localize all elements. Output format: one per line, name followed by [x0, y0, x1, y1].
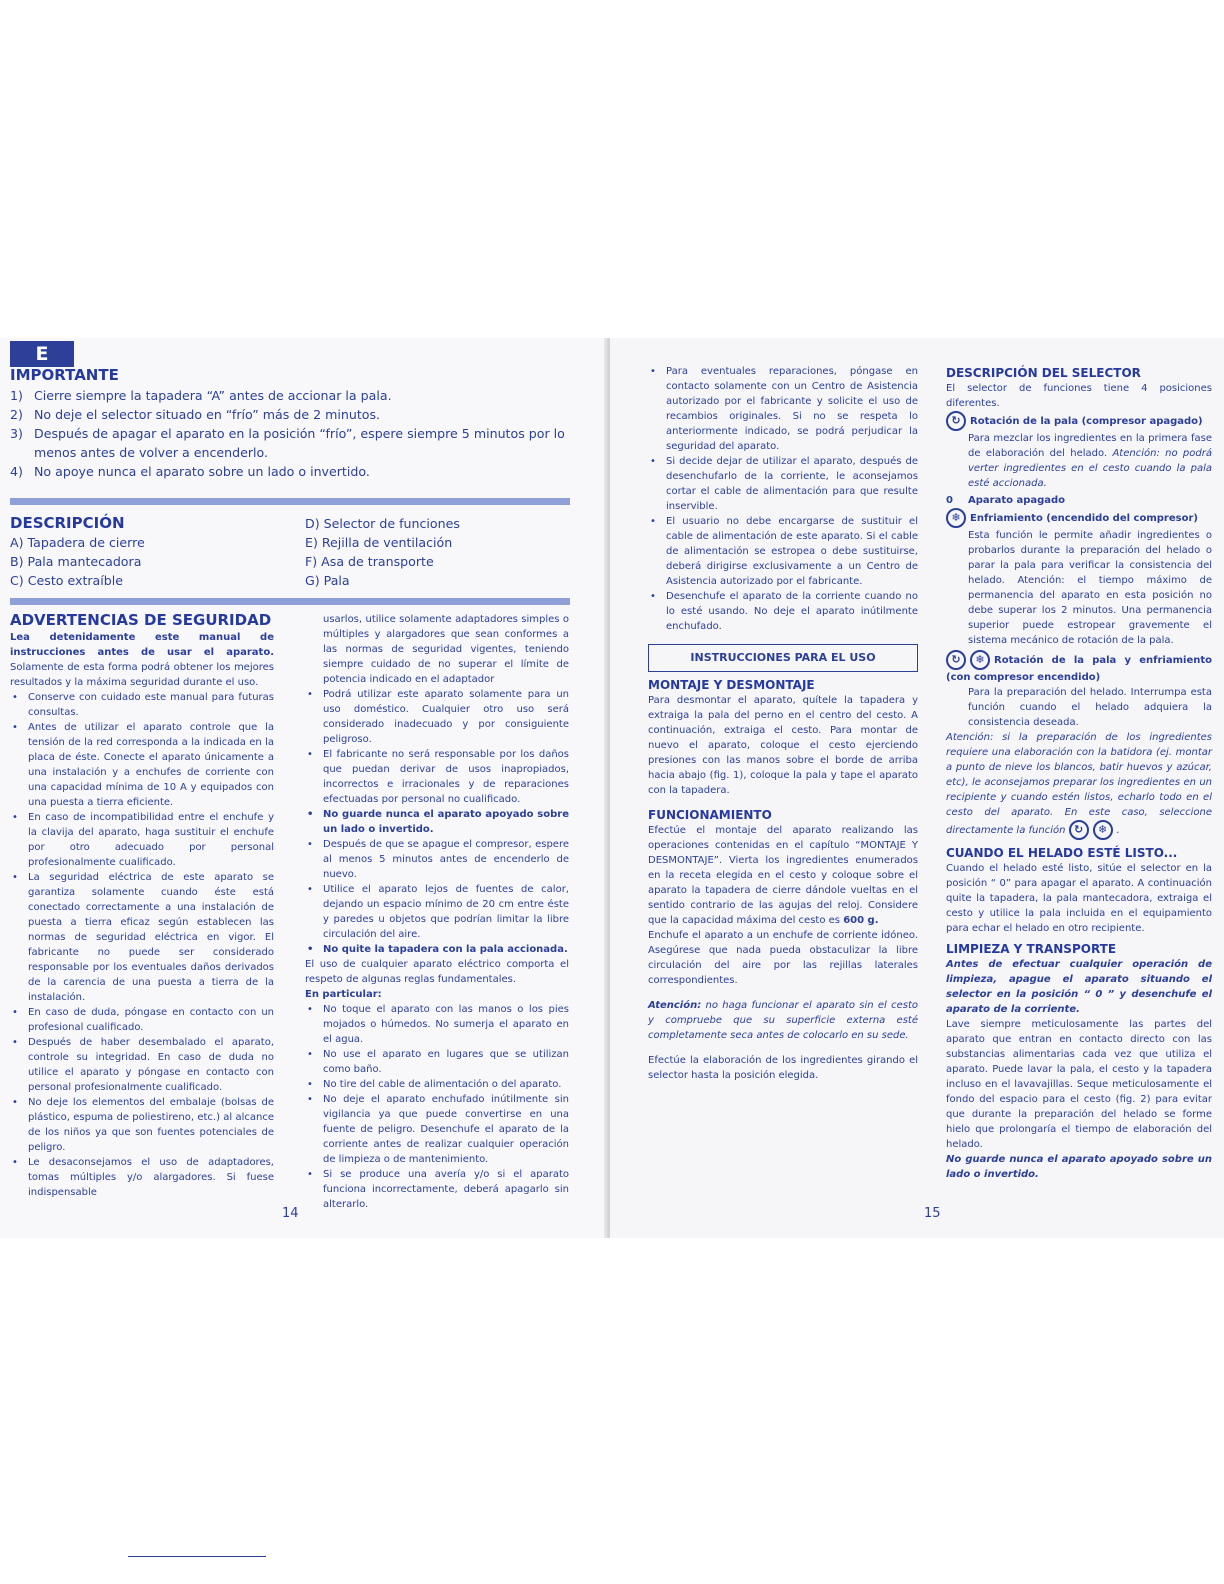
cleaning-text: Lave siempre meticulosamente las partes del aparato que entran en contacto directo con las substancias alimentarias cada vez que utiliza el aparato. Puede lavar la pala, el cesto y la tapadera incluso en el lavavajillas. Seque meticulosamente el fondo del espacio para el cesto (fig. 2) para evitar que durante la preparación del helado se forme hielo que prolongaría el tiempo de elaboración del helado. — [946, 1019, 1212, 1150]
selector-pos-rotation-cooling: ↻ ❄ Rotación de la pala y enfriamiento (con compresor encendido) — [946, 650, 1212, 685]
important-list — [10, 386, 570, 481]
selector-pos-rotation-cooling-text: Para la preparación del helado. Interrumpa esta función cuando el helado adquiera la consistencia deseada. — [968, 687, 1212, 728]
safety-intro: Lea detenidamente este manual de instrucciones antes de usar el aparato. Solamente de esta forma podrá obtener los mejores resultados y la máxima seguridad durante el uso. — [10, 632, 274, 688]
important-item: 1) Cierre siempre la tapadera “A” antes de accionar la pala. — [10, 388, 392, 403]
list-item: • No tire del cable de alimentación o del aparato. — [305, 1077, 569, 1092]
snowflake-icon: ❄ — [946, 508, 966, 528]
rotation-icon: ↻ — [946, 650, 966, 670]
section-divider — [10, 498, 570, 505]
list-item: • Le desaconsejamos el uso de adaptadores, tomas múltiples y/o alargadores. Si fuese indispensable — [10, 1155, 274, 1200]
part-item: G) Pala — [305, 573, 350, 588]
selector-pos-cooling-text: Esta función le permite añadir ingredientes o probarlos durante la preparación del helado o parar la pala para verificar la consistencia del helado. Atención: el tiempo máximo de permanencia del aparato en esta posición no debe superar los 2 minutos. Una permanencia superior puede estropear gravemente el sistema mecánico de rotación de la pala. — [968, 530, 1212, 646]
snowflake-icon: ❄ — [970, 650, 990, 670]
operation-title: FUNCIONAMIENTO — [648, 808, 772, 822]
cleaning-title: LIMPIEZA Y TRANSPORTE — [946, 942, 1117, 956]
part-item: D) Selector de funciones — [305, 516, 460, 531]
important-item: 4) No apoye nunca el aparato sobre un lado o invertido. — [10, 464, 370, 479]
part-item: C) Cesto extraíble — [10, 573, 124, 588]
list-item: • Para eventuales reparaciones, póngase en contacto solamente con un Centro de Asistencia autorizado por el fabricante y solicite el uso de recambios originales. Si no se respeta lo anteriormente indicado, se podrá perjudicar la seguridad del aparato. — [648, 364, 918, 454]
list-item: • El fabricante no será responsable por los daños que puedan derivar de usos inapropiados, incorrectos e irracionales y de reparaciones efectuadas por personal no cualificado. — [305, 747, 569, 807]
description-title: DESCRIPCIÓN — [10, 514, 125, 532]
assembly-text: Para desmontar el aparato, quítele la tapadera y extraiga la pala del perno en el centro del cesto. A continuación, extraiga el cesto. Para montar de nuevo el aparato, coloque el cesto ejerciendo presiones con las manos sobre el borde de arriba hacia abajo (fig. 1), coloque la pala y tape el aparato con la tapadera. — [648, 695, 918, 796]
important-item: 2) No deje el selector situado en “frío” más de 2 minutos. — [10, 407, 381, 422]
general-rules-text: El uso de cualquier aparato eléctrico comporta el respeto de algunas reglas fundamentales. — [305, 959, 569, 985]
rotation-icon: ↻ — [946, 411, 966, 431]
part-item: A) Tapadera de cierre — [10, 535, 145, 550]
list-item: • Utilice el aparato lejos de fuentes de calor, dejando un espacio mínimo de 20 cm entre éste y paredes u objetos que podrían limitar la libre circulación del aire. — [305, 882, 569, 942]
list-item: • No deje los elementos del embalaje (bolsas de plástico, espuma de poliestireno, etc.) al alcance de los niños ya que son fuentes potenciales de peligro. — [10, 1095, 274, 1155]
rotation-icon: ↻ — [1069, 820, 1089, 840]
right-column-2 — [946, 366, 1212, 1182]
safety-list-2 — [305, 687, 569, 957]
cleaning-warning: Antes de efectuar cualquier operación de limpieza, apague el aparato situando el selector en la posición “ 0 ” y desenchufe el aparato de la corriente. — [946, 959, 1212, 1015]
safety-list-4 — [648, 364, 918, 634]
list-item: • Después de que se apague el compresor, espere al menos 5 minutos antes de encenderlo de nuevo. — [305, 837, 569, 882]
ready-title: CUANDO EL HELADO ESTÉ LISTO... — [946, 846, 1178, 860]
list-item: • Podrá utilizar este aparato solamente para un uso doméstico. Cualquier otro uso será considerado inadecuado y por consiguiente peligroso. — [305, 687, 569, 747]
left-page — [0, 338, 610, 1238]
footer-line — [128, 1556, 266, 1557]
list-item: • No use el aparato en lugares que se utilizan como baño. — [305, 1047, 569, 1077]
list-item: • Después de haber desembalado el aparato, controle su integridad. En caso de duda no utilice el aparato y póngase en contacto con personal profesionalmente cualificado. — [10, 1035, 274, 1095]
selector-pos-rotation: ↻ Rotación de la pala (compresor apagado) — [946, 411, 1212, 431]
list-item: • El usuario no debe encargarse de sustituir el cable de alimentación de este aparato. Si el cable de alimentación se estropea o debe sustituirse, deberá dirigirse exclusivamente a un Centro de Asistencia autorizado por el fabricante. — [648, 514, 918, 589]
right-column-1 — [648, 364, 918, 1083]
particular-heading: En particular: — [305, 989, 382, 1000]
operation-text: Efectúe el montaje del aparato realizando las operaciones contenidas en el capítulo “MONTAJE Y DESMONTAJE”. Vierta los ingredientes enumerados en la receta elegida en el cesto y coloque sobre el aparato la tapadera de cierre dándole vueltas en el sentido contrario de las agujas del reloj. Considere que la capacidad máxima del cesto es 600 g. — [648, 825, 918, 926]
important-item: 3) Después de apagar el aparato en la posición “frío”, espere siempre 5 minutos por lo menos antes de volver a encenderlo. — [10, 426, 565, 460]
page-number: 14 — [282, 1206, 299, 1221]
list-item: • No deje el aparato enchufado inútilmente sin vigilancia ya que puede convertirse en una fuente de peligro. Desenchufe el aparato de la corriente antes de realizar cualquier operación de limpieza o de mantenimiento. — [305, 1092, 569, 1167]
safety-column-1 — [10, 630, 274, 1200]
section-divider — [10, 598, 570, 605]
continued-text: usarlos, utilice solamente adaptadores simples o múltiples y alargadores que sean conformes a las normas de seguridad vigentes, teniendo siempre cuidado de no superar el límite de potencia indicado en el adaptador — [323, 614, 569, 685]
selector-pos-cooling: ❄ Enfriamiento (encendido del compresor) — [946, 508, 1212, 528]
safety-title: ADVERTENCIAS DE SEGURIDAD — [10, 611, 272, 629]
operation-attention: Atención: no haga funcionar el aparato sin el cesto y compruebe que su superficie externa esté completamente seca antes de colocarlo en su sede. — [648, 1000, 918, 1041]
list-item: • Si se produce una avería y/o si el aparato funciona incorrectamente, deberá apagarlo sin alterarlo. — [305, 1167, 569, 1212]
list-item: • No toque el aparato con las manos o los pies mojados o húmedos. No sumerja el aparato en el agua. — [305, 1002, 569, 1047]
right-page — [610, 338, 1224, 1238]
safety-list-1 — [10, 690, 274, 1200]
snowflake-icon: ❄ — [1093, 820, 1113, 840]
list-item: • Conserve con cuidado este manual para futuras consultas. — [10, 690, 274, 720]
safety-column-2 — [305, 612, 569, 1212]
list-item: • En caso de incompatibilidad entre el enchufe y la clavija del aparato, haga sustituir el enchufe por otro adecuado por personal profesionalmente cualificado. — [10, 810, 274, 870]
assembly-title: MONTAJE Y DESMONTAJE — [648, 678, 815, 692]
selector-pos-off: 0 Aparato apagado — [946, 495, 1066, 506]
cleaning-final: No guarde nunca el aparato apoyado sobre un lado o invertido. — [946, 1154, 1212, 1180]
description-list-left — [10, 533, 290, 590]
selector-pos-rotation-text: Para mezclar los ingredientes en la primera fase de elaboración del helado. Atención: no podrá verter ingredientes en el cesto cuando la pala esté accionada. — [968, 433, 1212, 489]
selector-attention: Atención: si la preparación de los ingredientes requiere una elaboración con la batidora (ej. montar a punto de nieve los blancos, batir huevos y azúcar, etc), le aconsejamos preparar los ingredientes en un recipiente y cuando estén listos, echarlo todo en el cesto del aparato. En este caso, seleccione directamente la función ↻ ❄ . — [946, 730, 1212, 840]
ready-text: Cuando el helado esté listo, sitúe el selector en la posición “ 0” para apagar el aparato. A continuación quite la tapadera, la pala mantecadora, extraiga el cesto y utilice la pala incluida en el equipamiento para echar el helado en otro recipiente. — [946, 863, 1212, 934]
instructions-box: INSTRUCCIONES PARA EL USO — [648, 644, 918, 672]
operation-text-3: Efectúe la elaboración de los ingredientes girando el selector hasta la posición elegida. — [648, 1055, 918, 1081]
part-item: E) Rejilla de ventilación — [305, 535, 453, 550]
list-item-bold: • No guarde nunca el aparato apoyado sobre un lado o invertido. — [305, 807, 569, 837]
list-item: • La seguridad eléctrica de este aparato se garantiza solamente cuando éste está conectado correctamente a una instalación de puesta a tierra eficaz según establecen las normas de seguridad eléctrica en vigor. El fabricante no puede ser considerado responsable por los eventuales daños derivados de la carencia de una puesta a tierra de la instalación. — [10, 870, 274, 1005]
description-list-right — [305, 514, 565, 590]
part-item: B) Pala mantecadora — [10, 554, 142, 569]
list-item: • Antes de utilizar el aparato controle que la tensión de la red corresponda a la indicada en la placa de éste. Conecte el aparato únicamente a una instalación y a enchufes de corriente con una capacidad mínima de 10 A y equipados con una puesta a tierra eficiente. — [10, 720, 274, 810]
page-number: 15 — [924, 1206, 941, 1221]
safety-list-3 — [305, 1002, 569, 1212]
selector-title: DESCRIPCIÓN DEL SELECTOR — [946, 366, 1141, 380]
list-item: • Desenchufe el aparato de la corriente cuando no lo esté usando. No deje el aparato inútilmente enchufado. — [648, 589, 918, 634]
part-item: F) Asa de transporte — [305, 554, 434, 569]
language-badge: E — [10, 341, 74, 367]
list-item: • Si decide dejar de utilizar el aparato, después de desenchufarlo de la corriente, le aconsejamos cortar el cable de alimentación para que resulte inservible. — [648, 454, 918, 514]
important-title: IMPORTANTE — [10, 366, 119, 384]
operation-text-2: Enchufe el aparato a un enchufe de corriente idóneo. Asegúrese que nada pueda obstaculizar la libre circulación del aire por las rejillas laterales correspondientes. — [648, 930, 918, 986]
manual-spread — [0, 338, 1224, 1238]
list-item-bold: • No quite la tapadera con la pala accionada. — [305, 942, 569, 957]
list-item: • En caso de duda, póngase en contacto con un profesional cualificado. — [10, 1005, 274, 1035]
selector-intro: El selector de funciones tiene 4 posiciones diferentes. — [946, 383, 1212, 409]
